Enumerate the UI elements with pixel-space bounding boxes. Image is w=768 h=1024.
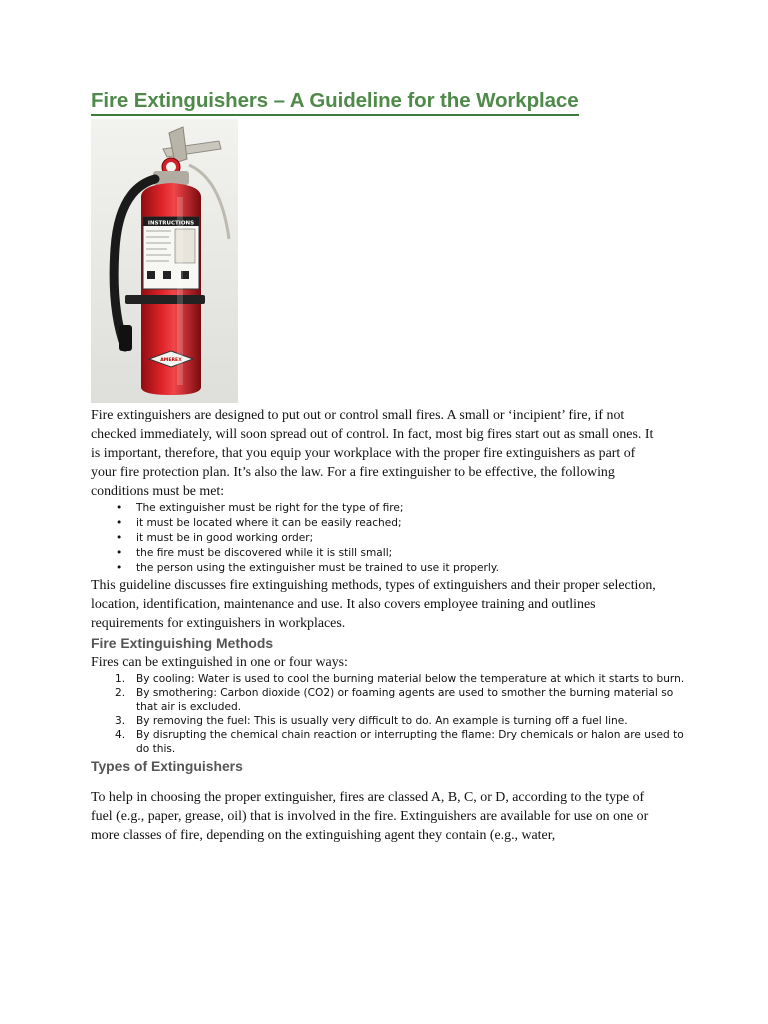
types-paragraph: To help in choosing the proper extinguisher, fires are classed A, B, C, or D, according to the type of fuel (e.g., paper, grease, oil) that is involved in the fire. Extinguishers are available for use on one or more classes of fire, depending on the extinguishing agent they contain (e.g., water, bbox=[91, 790, 649, 843]
list-number: 4. bbox=[115, 729, 126, 741]
types-heading: Types of Extinguishers bbox=[91, 758, 243, 774]
list-item-text: By smothering: Carbon dioxide (CO2) or foaming agents are used to smother the burning material so that air is excluded. bbox=[136, 687, 674, 713]
fire-extinguisher-icon bbox=[91, 119, 238, 403]
conditions-list bbox=[91, 501, 691, 576]
list-number: 3. bbox=[115, 715, 126, 727]
fire-extinguisher-photo bbox=[91, 119, 238, 403]
list-item-text: By cooling: Water is used to cool the burning material below the temperature at which it starts to burn. bbox=[136, 673, 685, 685]
intro-paragraph: Fire extinguishers are designed to put out or control small fires. A small or ‘incipient’ fire, if not checked immediately, will soon spread out of control. In fact, most big fires start out as small ones. It is important, therefore, that you equip your workplace with the proper fire extinguishers as part of your fire protection plan. It’s also the law. For a fire extinguisher to be effective, the following conditions must be met: bbox=[91, 408, 654, 499]
list-item bbox=[91, 672, 691, 686]
page-title: Fire Extinguishers – A Guideline for the Workplace bbox=[91, 88, 579, 116]
list-item: • The extinguisher must be right for the type of fire; bbox=[91, 501, 691, 516]
list-item: • the person using the extinguisher must be trained to use it properly. bbox=[91, 561, 691, 576]
brand-badge-text: AMEREX bbox=[160, 358, 182, 363]
list-item: • the fire must be discovered while it is still small; bbox=[91, 546, 691, 561]
list-item bbox=[91, 686, 691, 714]
document-page bbox=[91, 88, 691, 845]
methods-heading: Fire Extinguishing Methods bbox=[91, 635, 274, 651]
methods-intro: Fires can be extinguished in one or four ways: bbox=[91, 655, 348, 670]
guideline-paragraph: This guideline discusses fire extinguishing methods, types of extinguishers and their proper selection, location, identification, maintenance and use. It also covers employee training and outlines requirements for extinguishers in workplaces. bbox=[91, 578, 656, 631]
list-item bbox=[91, 714, 691, 728]
list-item bbox=[91, 728, 691, 756]
list-item-text: By removing the fuel: This is usually very difficult to do. An example is turning off a fuel line. bbox=[136, 715, 628, 727]
label-instructions-text: INSTRUCTIONS bbox=[147, 220, 195, 227]
list-item-text: By disrupting the chemical chain reaction or interrupting the flame: Dry chemicals or halon are used to do this. bbox=[136, 729, 684, 755]
methods-list bbox=[91, 672, 691, 756]
list-number: 2. bbox=[115, 687, 126, 699]
list-item: • it must be in good working order; bbox=[91, 531, 691, 546]
list-number: 1. bbox=[115, 673, 126, 685]
spacer bbox=[91, 776, 691, 788]
list-item: • it must be located where it can be easily reached; bbox=[91, 516, 691, 531]
